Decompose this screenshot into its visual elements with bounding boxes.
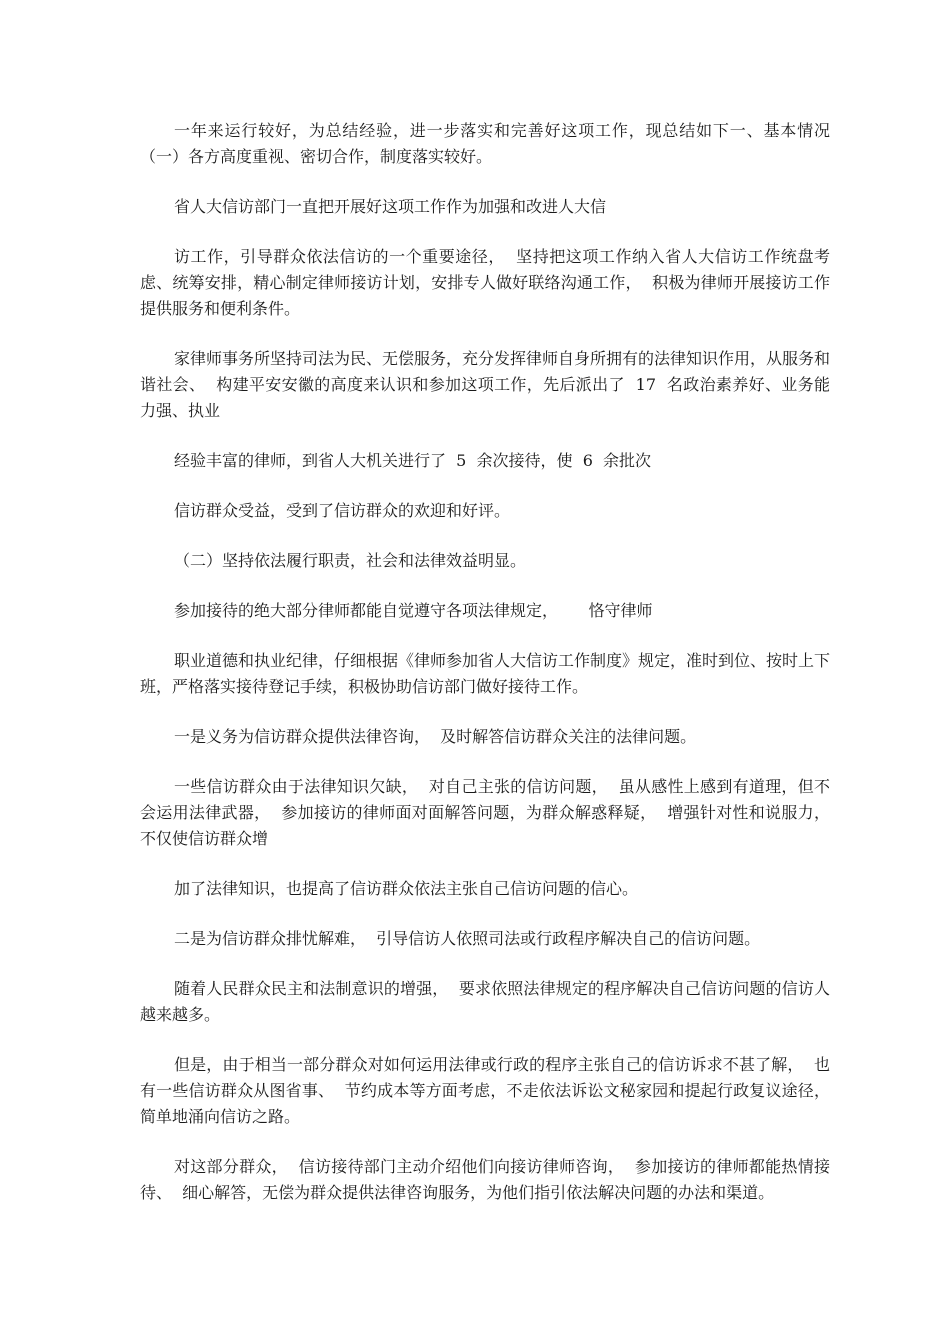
paragraph: 一是义务为信访群众提供法律咨询， 及时解答信访群众关注的法律问题。 <box>174 727 697 746</box>
paragraph: 信访群众受益，受到了信访群众的欢迎和好评。 <box>174 501 511 520</box>
paragraph: 职业道德和执业纪律，仔细根据《律师参加省人大信访工作制度》规定，准时到位、按时上下班，严格落实接待登记手续，积极协助信访部门做好接待工作。 <box>140 651 831 696</box>
document-body <box>140 118 841 1230</box>
paragraph: 加了法律知识，也提高了信访群众依法主张自己信访问题的信心。 <box>174 879 639 898</box>
paragraph: 对这部分群众， 信访接待部门主动介绍他们向接访律师咨询， 参加接访的律师都能热情接待、 细心解答，无偿为群众提供法律咨询服务，为他们指引依法解决问题的办法和渠道。 <box>140 1157 830 1202</box>
paragraph: 一年来运行较好，为总结经验，进一步落实和完善好这项工作，现总结如下一、基本情况（一）各方高度重视、密切合作，制度落实较好。 <box>140 121 830 166</box>
paragraph: 经验丰富的律师，到省人大机关进行了 5 余次接待，使 6 余批次 <box>174 451 652 470</box>
paragraph: 二是为信访群众排忧解难， 引导信访人依照司法或行政程序解决自己的信访问题。 <box>174 929 761 948</box>
paragraph: 但是，由于相当一部分群众对如何运用法律或行政的程序主张自己的信访诉求不甚了解， 也有一些信访群众从图省事、 节约成本等方面考虑，不走依法诉讼文秘家园和提起行政复议途径， 简单地涌向信访之路。 <box>140 1055 841 1126</box>
paragraph: 家律师事务所坚持司法为民、无偿服务，充分发挥律师自身所拥有的法律知识作用，从服务和谐社会、 构建平安安徽的高度来认识和参加这项工作，先后派出了 17 名政治素养好、业务能力强、执业 <box>140 349 831 420</box>
paragraph: 省人大信访部门一直把开展好这项工作作为加强和改进人大信 <box>174 197 607 216</box>
paragraph: 参加接待的绝大部分律师都能自觉遵守各项法律规定， 恪守律师 <box>174 601 653 620</box>
paragraph: 随着人民群众民主和法制意识的增强， 要求依照法律规定的程序解决自己信访问题的信访人越来越多。 <box>140 979 830 1024</box>
paragraph: 一些信访群众由于法律知识欠缺， 对自己主张的信访问题， 虽从感性上感到有道理，但不会运用法律武器， 参加接访的律师面对面解答问题，为群众解惑释疑， 增强针对性和说服力，不仅使信访群众增 <box>140 777 830 848</box>
section-heading: （二）坚持依法履行职责，社会和法律效益明显。 <box>174 551 527 570</box>
paragraph: 访工作，引导群众依法信访的一个重要途径， 坚持把这项工作纳入省人大信访工作统盘考虑、统筹安排，精心制定律师接访计划，安排专人做好联络沟通工作， 积极为律师开展接访工作提供服务和便利条件。 <box>140 247 830 318</box>
